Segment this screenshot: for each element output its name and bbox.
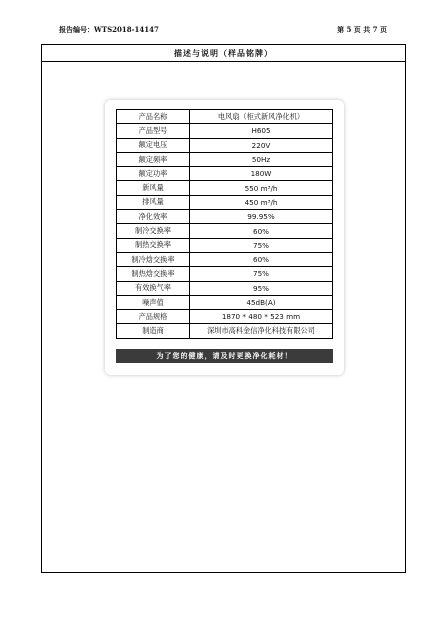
row-label: 产品名称 xyxy=(117,110,190,124)
sample-nameplate xyxy=(105,100,344,375)
row-label: 制造商 xyxy=(117,324,190,338)
table-row xyxy=(117,195,333,209)
row-label: 额定频率 xyxy=(117,152,190,166)
row-value: 75% xyxy=(190,238,333,252)
row-label: 产品规格 xyxy=(117,310,190,324)
row-value: 1870 * 480 * 523 mm xyxy=(190,310,333,324)
row-value: 220V xyxy=(190,138,333,152)
row-label: 净化效率 xyxy=(117,210,190,224)
table-row xyxy=(117,152,333,166)
nameplate-table xyxy=(116,109,333,339)
row-label: 额定功率 xyxy=(117,167,190,181)
row-value: 99.95% xyxy=(190,210,333,224)
row-label: 制热交换率 xyxy=(117,238,190,252)
row-value: H605 xyxy=(190,124,333,138)
row-label: 制冷交换率 xyxy=(117,224,190,238)
row-label: 额定电压 xyxy=(117,138,190,152)
row-value: 60% xyxy=(190,224,333,238)
table-row xyxy=(117,252,333,266)
table-row xyxy=(117,138,333,152)
table-row xyxy=(117,324,333,338)
content-frame xyxy=(41,44,406,573)
row-label: 制冷焓交换率 xyxy=(117,252,190,266)
row-label: 排风量 xyxy=(117,195,190,209)
table-row xyxy=(117,110,333,124)
row-value: 550 m³/h xyxy=(190,181,333,195)
row-value: 50Hz xyxy=(190,152,333,166)
row-label: 噪声值 xyxy=(117,295,190,309)
row-value: 450 m³/h xyxy=(190,195,333,209)
row-value: 深圳市高科金信净化科技有限公司 xyxy=(190,324,333,338)
row-value: 180W xyxy=(190,167,333,181)
table-row xyxy=(117,310,333,324)
table-row xyxy=(117,238,333,252)
row-value: 95% xyxy=(190,281,333,295)
row-label: 有效换气率 xyxy=(117,281,190,295)
page-number: 第 5 页 共 7 页 xyxy=(337,25,387,34)
table-row xyxy=(117,224,333,238)
section-title: 描述与说明（样品铭牌） xyxy=(42,45,405,62)
row-label: 产品型号 xyxy=(117,124,190,138)
row-label: 制热焓交换率 xyxy=(117,267,190,281)
row-value: 电风扇（柜式新风净化机） xyxy=(190,110,333,124)
report-number: 报告编号：WTS2018-14147 xyxy=(59,25,159,34)
table-row xyxy=(117,281,333,295)
table-row xyxy=(117,295,333,309)
row-value: 75% xyxy=(190,267,333,281)
table-row xyxy=(117,267,333,281)
row-label: 新风量 xyxy=(117,181,190,195)
table-row xyxy=(117,167,333,181)
row-value: 60% xyxy=(190,252,333,266)
row-value: 45dB(A) xyxy=(190,295,333,309)
health-reminder-banner: 为了您的健康，请及时更换净化耗材！ xyxy=(116,349,333,363)
table-row xyxy=(117,124,333,138)
table-row xyxy=(117,210,333,224)
table-row xyxy=(117,181,333,195)
